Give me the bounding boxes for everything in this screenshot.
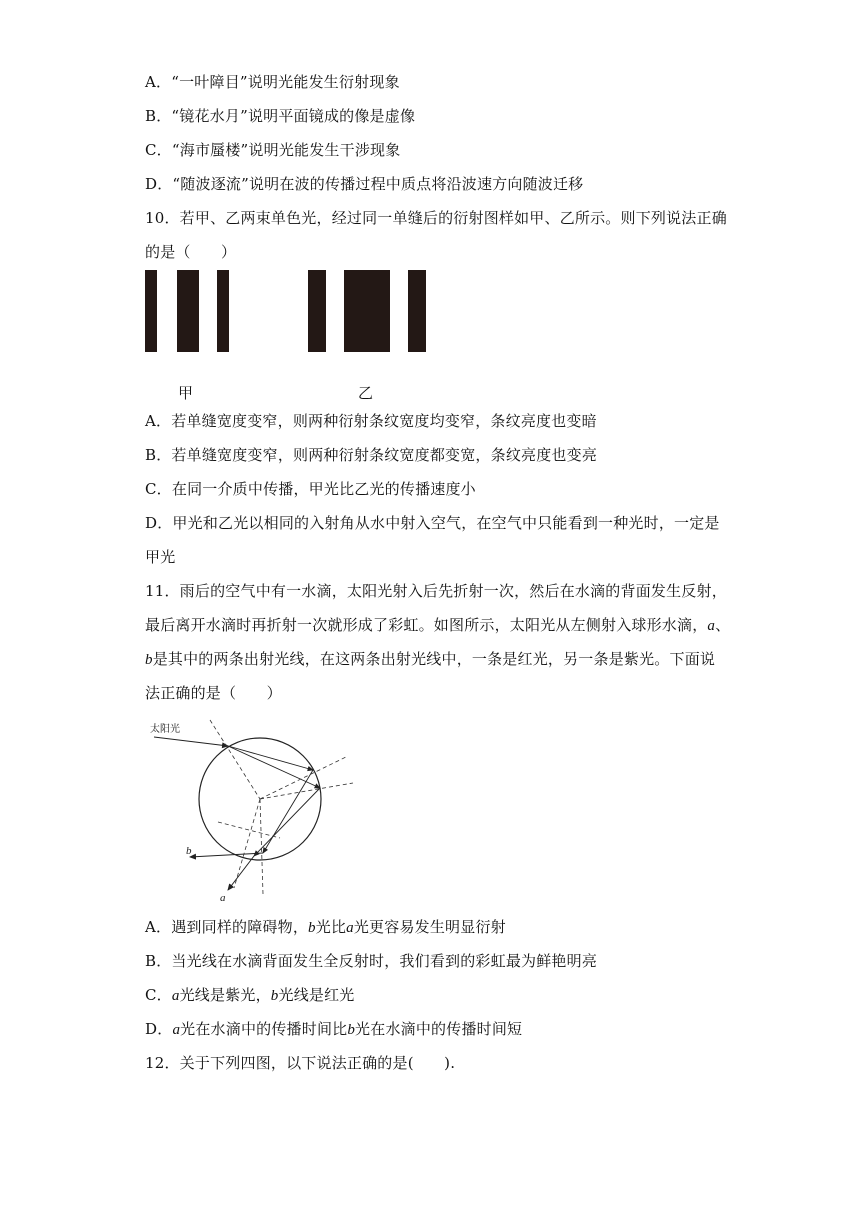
- normal-line: [260, 756, 348, 799]
- fringe: [308, 270, 326, 352]
- incoming-sunlight-ray: [154, 737, 228, 746]
- fringe: [177, 270, 199, 352]
- q11-option-a: A．遇到同样的障碍物，b光比a光更容易发生明显衍射: [145, 918, 506, 936]
- water-droplet-diagram: [148, 718, 378, 903]
- pattern-label-yi: 乙: [358, 384, 374, 402]
- diffraction-patterns-figure: [140, 265, 440, 365]
- q11-option-c: C．a光线是紫光，b光线是红光: [145, 986, 355, 1004]
- diagram-label-b: b: [186, 845, 192, 857]
- fringe: [217, 270, 229, 352]
- q9-option-b: B．“镜花水月”说明平面镜成的像是虚像: [145, 107, 416, 125]
- diagram-label-a: a: [220, 892, 226, 903]
- refracted-ray-1: [228, 746, 313, 770]
- q10-option-d-line1: D．甲光和乙光以相同的入射角从水中射入空气，在空气中只能看到一种光时，一定是: [145, 514, 720, 532]
- q10-stem-line1: 10．若甲、乙两束单色光，经过同一单缝后的衍射图样如甲、乙所示。则下列说法正确: [145, 209, 727, 227]
- diagram-label-sunlight: 太阳光: [150, 724, 180, 735]
- q11-option-d: D．a光在水滴中的传播时间比b光在水滴中的传播时间短: [145, 1020, 523, 1038]
- fringe: [145, 270, 157, 352]
- q10-option-c: C．在同一介质中传播，甲光比乙光的传播速度小: [145, 480, 476, 498]
- reflected-ray-1: [263, 770, 313, 853]
- q10-option-d-line2: 甲光: [145, 548, 176, 566]
- q10-option-a: A．若单缝宽度变窄，则两种衍射条纹宽度均变窄，条纹亮度也变暗: [145, 412, 597, 430]
- normal-line: [260, 783, 353, 799]
- exit-ray-a: [228, 856, 254, 890]
- q10-option-b: B．若单缝宽度变窄，则两种衍射条纹宽度都变宽，条纹亮度也变亮: [145, 446, 598, 464]
- q10-stem-line2: 的是（ ）: [145, 243, 237, 261]
- q9-option-a: A．“一叶障目”说明光能发生衍射现象: [145, 73, 400, 91]
- diffraction-pattern-jia: [145, 270, 229, 352]
- diffraction-pattern-yi: [308, 270, 426, 352]
- q11-stem-line4: 法正确的是（ ）: [145, 684, 282, 702]
- q11-stem-line1: 11．雨后的空气中有一水滴，太阳光射入后先折射一次，然后在水滴的背面发生反射，: [145, 582, 727, 600]
- q9-option-c: C．“海市蜃楼”说明光能发生干涉现象: [145, 141, 401, 159]
- pattern-label-jia: 甲: [178, 384, 194, 402]
- q11-stem-line3: b是其中的两条出射光线，在这两条出射光线中，一条是红光，另一条是紫光。下面说: [145, 650, 716, 668]
- fringe: [408, 270, 426, 352]
- exit-ray-b: [190, 853, 263, 857]
- normal-line: [210, 720, 260, 799]
- normal-line: [260, 799, 263, 894]
- normal-line: [234, 799, 260, 888]
- q9-option-d: D．“随波逐流”说明在波的传播过程中质点将沿波速方向随波迁移: [145, 175, 584, 193]
- q11-option-b: B．当光线在水滴背面发生全反射时，我们看到的彩虹最为鲜艳明亮: [145, 952, 598, 970]
- fringe: [344, 270, 390, 352]
- q12-stem: 12．关于下列四图，以下说法正确的是( ).: [145, 1054, 456, 1072]
- q11-stem-line2: 最后离开水滴时再折射一次就形成了彩虹。如图所示，太阳光从左侧射入球形水滴，a、: [145, 616, 731, 634]
